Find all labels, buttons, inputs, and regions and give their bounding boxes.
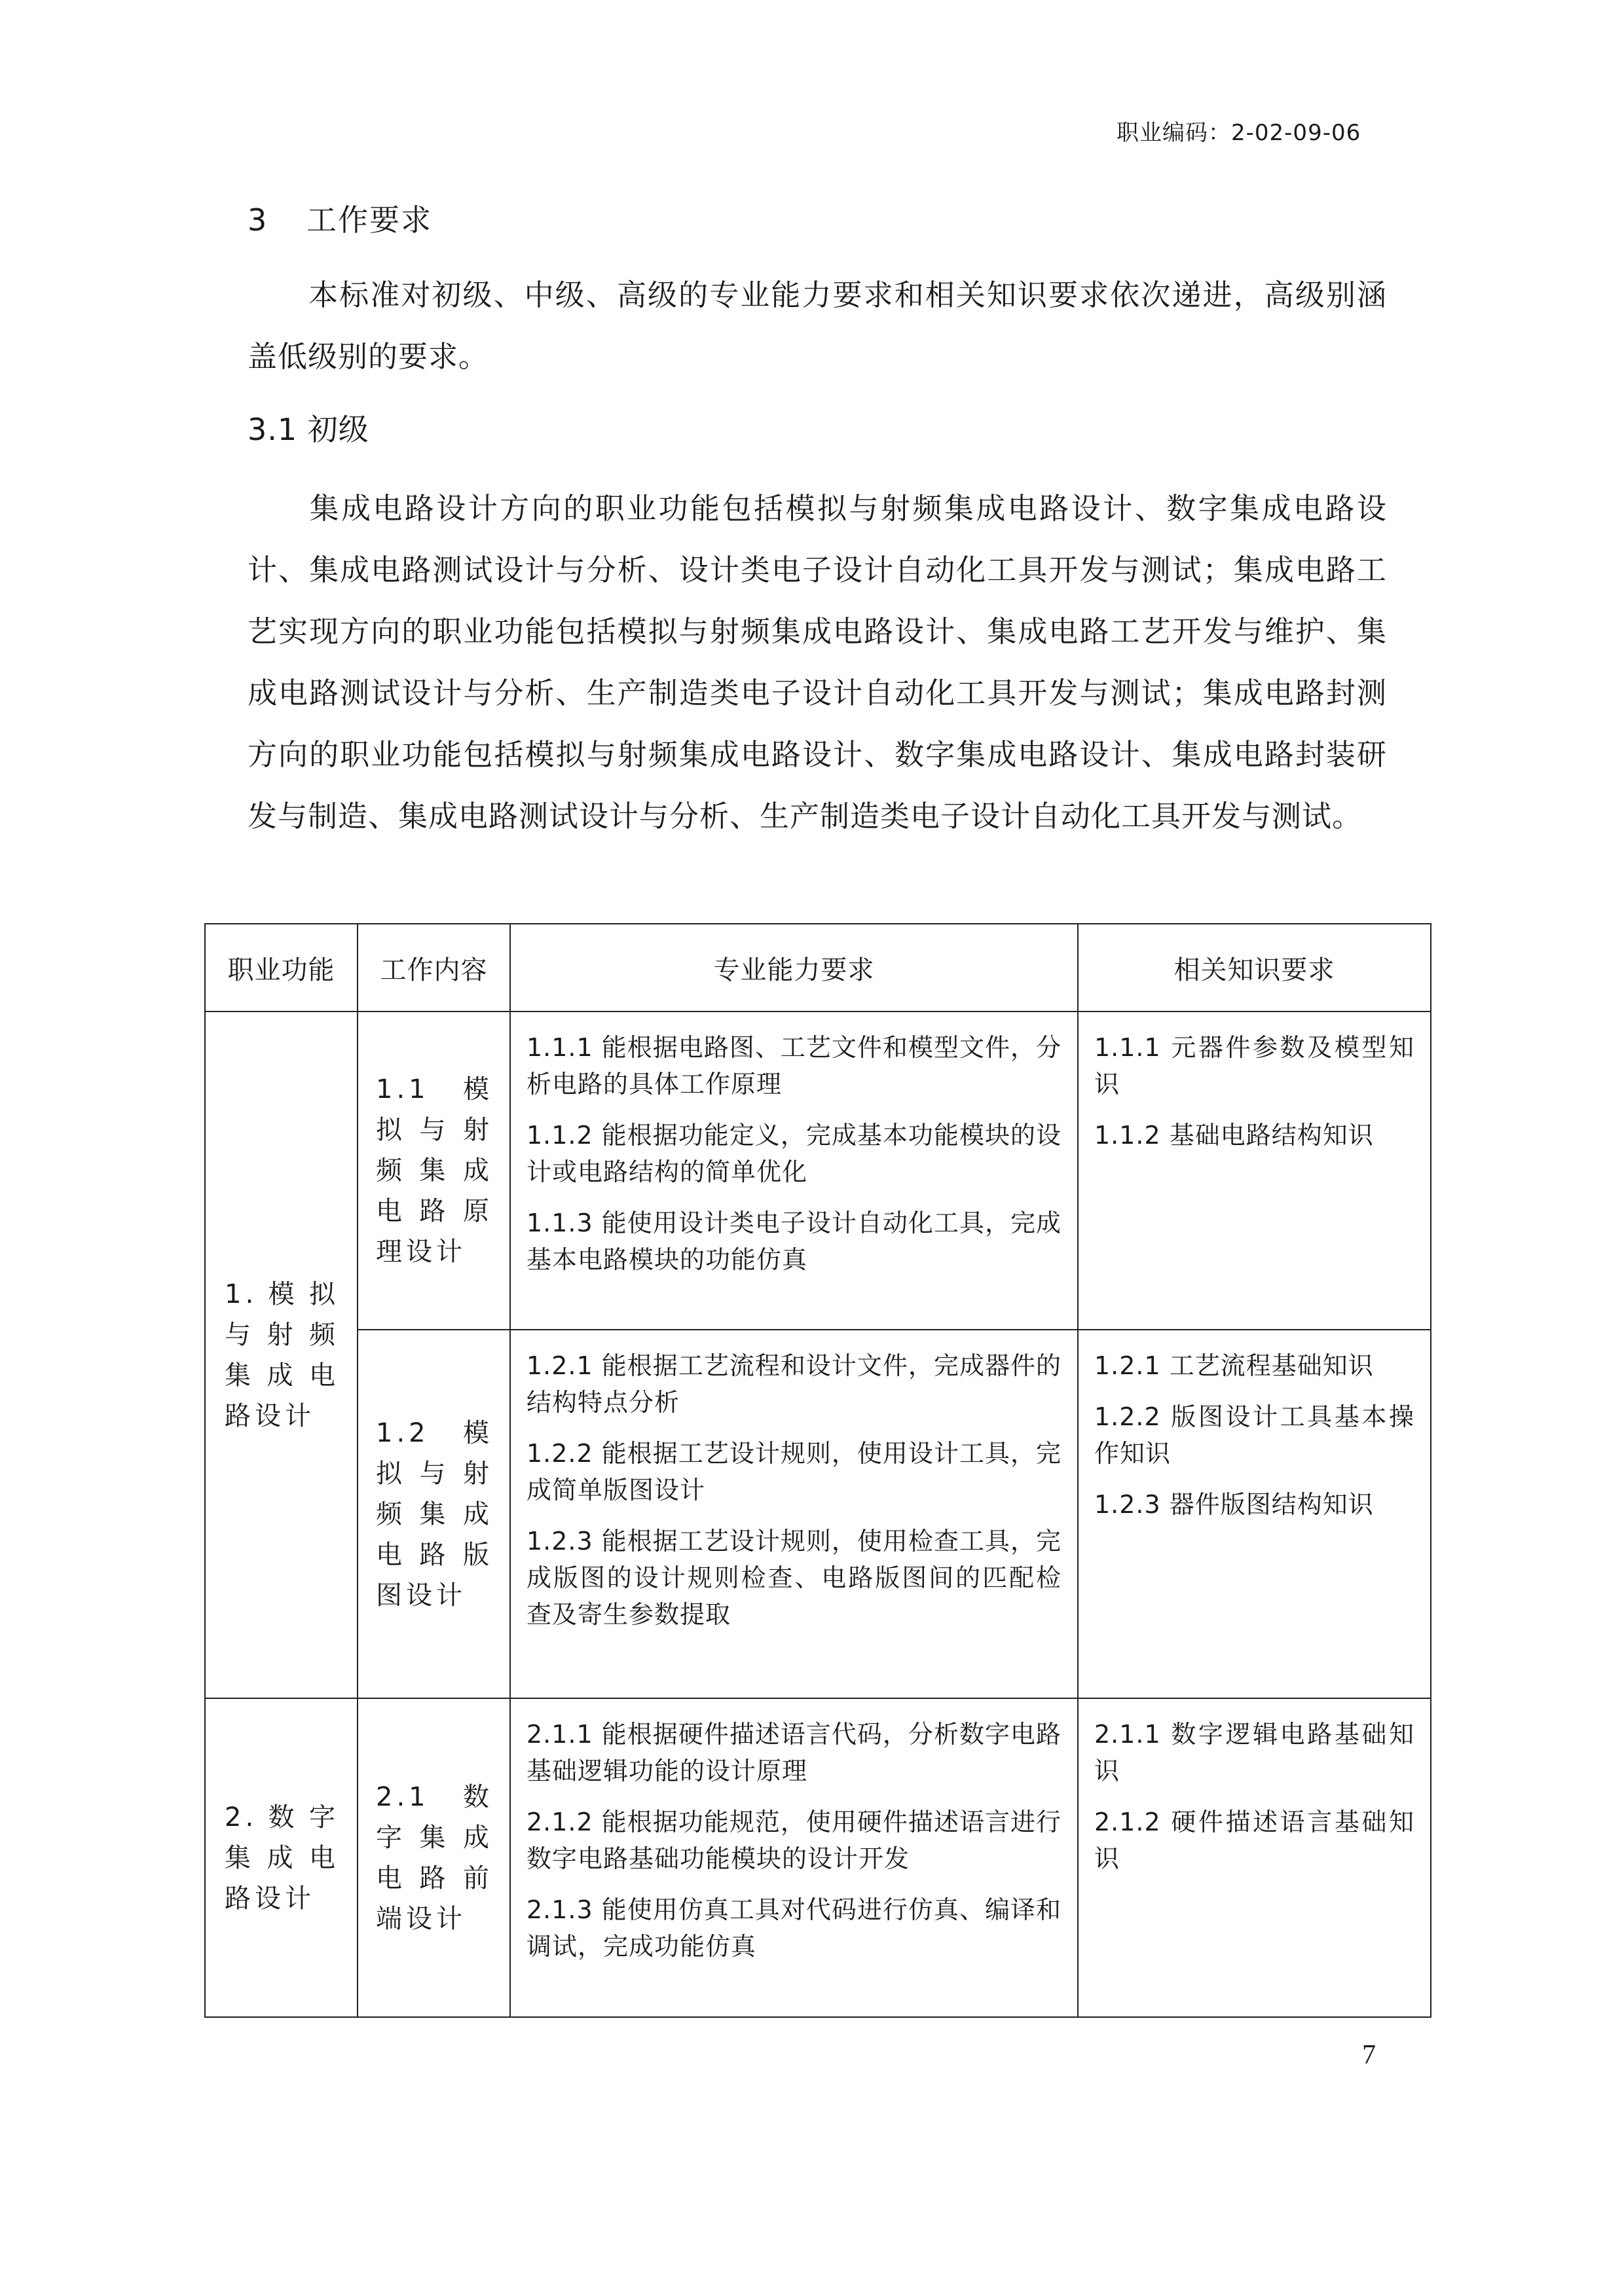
- section-number: 3: [248, 202, 268, 238]
- skills-cell: [510, 1698, 1078, 2017]
- table-row: [205, 1330, 1431, 1698]
- header-knowledge-requirements: 相关知识要求: [1078, 924, 1431, 1011]
- skill-item: 1.1.1 能根据电路图、工艺文件和模型文件，分析电路的具体工作原理: [526, 1033, 1061, 1099]
- header-function: 职业功能: [205, 924, 358, 1011]
- skill-item: 1.2.2 能根据工艺设计规则，使用设计工具，完成简单版图设计: [526, 1439, 1061, 1504]
- function-cell: [205, 1011, 358, 1698]
- knowledge-item: 2.1.1 数字逻辑电路基础知识: [1094, 1720, 1414, 1785]
- table-header-row: [205, 924, 1431, 1011]
- knowledge-item: 1.1.1 元器件参数及模型知识: [1094, 1033, 1414, 1099]
- occupation-code: 职业编码：2-02-09-06: [1116, 120, 1361, 146]
- skills-cell: [510, 1330, 1078, 1698]
- work-content-name: 1.2 模拟与射频集成电路版图设计: [376, 1417, 493, 1611]
- skill-item: 1.2.3 能根据工艺设计规则，使用检查工具，完成版图的设计规则检查、电路版图间的匹配检查及寄生参数提取: [526, 1527, 1061, 1629]
- skills-cell: [510, 1011, 1078, 1330]
- section-heading: [248, 196, 432, 240]
- knowledge-cell: [1078, 1330, 1431, 1698]
- section-title: 工作要求: [306, 202, 432, 238]
- skill-item: 1.2.1 能根据工艺流程和设计文件，完成器件的结构特点分析: [526, 1351, 1061, 1417]
- knowledge-item: 1.2.2 版图设计工具基本操作知识: [1094, 1402, 1414, 1468]
- work-content-cell: [358, 1698, 510, 2017]
- function-name: 1.模拟与射频集成电路设计: [225, 1279, 339, 1431]
- header-skill-requirements: 专业能力要求: [510, 924, 1078, 1011]
- intro-text: 本标准对初级、中级、高级的专业能力要求和相关知识要求依次递进，高级别涵盖低级别的要求。: [248, 278, 1387, 374]
- function-cell: [205, 1698, 358, 2017]
- intro-paragraph: [248, 264, 1387, 388]
- skill-item: 2.1.2 能根据功能规范，使用硬件描述语言进行数字电路基础功能模块的设计开发: [526, 1808, 1061, 1873]
- page-number: 7: [1362, 2040, 1376, 2070]
- body-paragraph: [248, 478, 1387, 847]
- work-content-name: 2.1 数字集成电路前端设计: [376, 1781, 493, 1934]
- function-name: 2.数字集成电路设计: [225, 1802, 339, 1914]
- skill-item: 2.1.3 能使用仿真工具对代码进行仿真、编译和调试，完成功能仿真: [526, 1895, 1061, 1961]
- knowledge-cell: [1078, 1011, 1431, 1330]
- skill-item: 2.1.1 能根据硬件描述语言代码，分析数字电路基础逻辑功能的设计原理: [526, 1720, 1061, 1785]
- body-text: 集成电路设计方向的职业功能包括模拟与射频集成电路设计、数字集成电路设计、集成电路测试设计与分析、设计类电子设计自动化工具开发与测试；集成电路工艺实现方向的职业功能包括模拟与射频集成电路设计、集成电路工艺开发与维护、集成电路测试设计与分析、生产制造类电子设计自动化工具开发与测试；集成电路封测方向的职业功能包括模拟与射频集成电路设计、数字集成电路设计、集成电路封装研发与制造、集成电路测试设计与分析、生产制造类电子设计自动化工具开发与测试。: [248, 491, 1387, 833]
- work-content-name: 1.1 模拟与射频集成电路原理设计: [376, 1074, 493, 1267]
- knowledge-item: 2.1.2 硬件描述语言基础知识: [1094, 1808, 1414, 1873]
- knowledge-item: 1.2.1 工艺流程基础知识: [1094, 1351, 1374, 1380]
- table-row: [205, 1011, 1431, 1330]
- knowledge-cell: [1078, 1698, 1431, 2017]
- subsection-heading: 3.1 初级: [248, 412, 369, 447]
- work-content-cell: [358, 1330, 510, 1698]
- knowledge-item: 1.2.3 器件版图结构知识: [1094, 1490, 1374, 1519]
- header-work-content: 工作内容: [358, 924, 510, 1011]
- work-content-cell: [358, 1011, 510, 1330]
- skill-item: 1.1.2 能根据功能定义，完成基本功能模块的设计或电路结构的简单优化: [526, 1121, 1061, 1186]
- knowledge-item: 1.1.2 基础电路结构知识: [1094, 1121, 1374, 1150]
- skill-item: 1.1.3 能使用设计类电子设计自动化工具，完成基本电路模块的功能仿真: [526, 1209, 1061, 1274]
- table-row: [205, 1698, 1431, 2017]
- requirements-table: [204, 923, 1431, 2018]
